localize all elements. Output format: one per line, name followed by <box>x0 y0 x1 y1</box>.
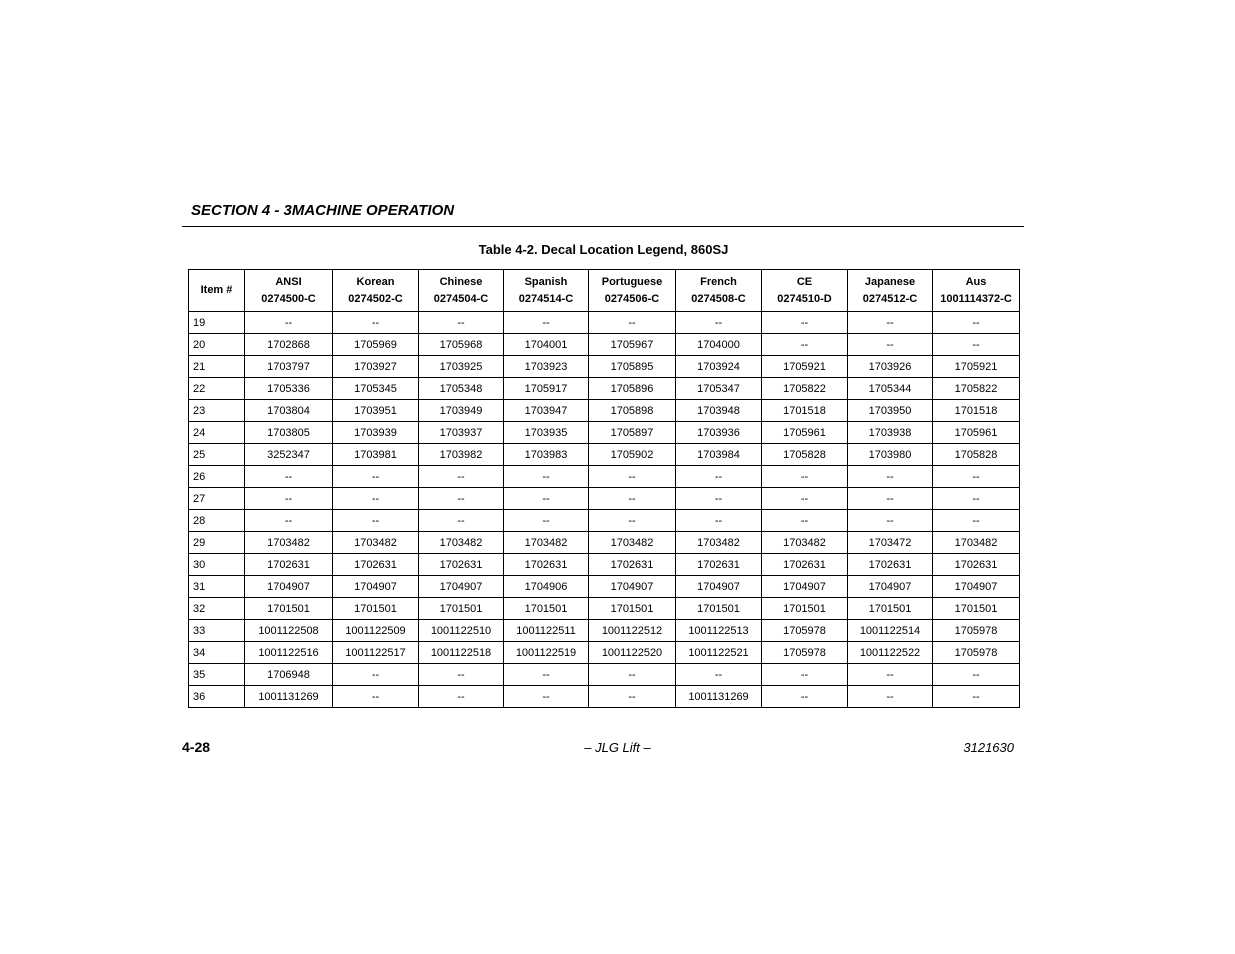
table-row <box>189 532 1020 554</box>
decal-part-cell: -- <box>333 686 419 708</box>
decal-part-cell: 1705898 <box>589 400 676 422</box>
table-row <box>189 510 1020 532</box>
column-header-name: Portuguese <box>601 275 663 288</box>
item-number-cell: 28 <box>189 510 245 532</box>
decal-part-cell: 1001131269 <box>245 686 333 708</box>
column-header-name: French <box>700 275 737 288</box>
table-row <box>189 686 1020 708</box>
item-number-cell: 25 <box>189 444 245 466</box>
decal-part-cell: 1702631 <box>333 554 419 576</box>
column-header-item <box>189 270 245 312</box>
table-row <box>189 664 1020 686</box>
item-number-cell: 36 <box>189 686 245 708</box>
decal-part-cell: 1704907 <box>848 576 933 598</box>
decal-part-cell: -- <box>333 488 419 510</box>
decal-part-cell: -- <box>762 488 848 510</box>
decal-part-cell: 1001122521 <box>676 642 762 664</box>
decal-part-cell: 1705967 <box>589 334 676 356</box>
decal-part-cell: 1001122520 <box>589 642 676 664</box>
decal-part-cell: 1703482 <box>762 532 848 554</box>
decal-part-cell: -- <box>589 488 676 510</box>
decal-part-cell: 1001122513 <box>676 620 762 642</box>
decal-part-cell: 1702631 <box>504 554 589 576</box>
decal-part-cell: -- <box>933 664 1020 686</box>
decal-part-cell: 1703482 <box>504 532 589 554</box>
decal-part-cell: 1703804 <box>245 400 333 422</box>
decal-part-cell: -- <box>676 488 762 510</box>
decal-part-cell: -- <box>933 312 1020 334</box>
decal-part-cell: 1705347 <box>676 378 762 400</box>
decal-part-cell: 1702631 <box>676 554 762 576</box>
decal-part-cell: 1001122508 <box>245 620 333 642</box>
decal-part-cell: 1703482 <box>933 532 1020 554</box>
decal-part-cell: 1704907 <box>933 576 1020 598</box>
decal-part-cell: -- <box>848 334 933 356</box>
decal-part-cell: 1701501 <box>848 598 933 620</box>
decal-part-cell: -- <box>589 466 676 488</box>
page-number: 4-28 <box>182 739 211 755</box>
column-header-part-number: 0274508-C <box>691 292 746 305</box>
decal-part-cell: 1703983 <box>504 444 589 466</box>
decal-part-cell: -- <box>848 664 933 686</box>
item-number-cell: 20 <box>189 334 245 356</box>
decal-part-cell: -- <box>419 466 504 488</box>
table-row <box>189 642 1020 664</box>
item-number-cell: 33 <box>189 620 245 642</box>
decal-part-cell: -- <box>848 466 933 488</box>
decal-part-cell: 1704907 <box>676 576 762 598</box>
decal-part-cell: -- <box>933 466 1020 488</box>
decal-part-cell: -- <box>245 312 333 334</box>
decal-part-cell: 1703948 <box>676 400 762 422</box>
decal-part-cell: -- <box>848 488 933 510</box>
decal-part-cell: 1703925 <box>419 356 504 378</box>
decal-part-cell: 1001122517 <box>333 642 419 664</box>
decal-part-cell: -- <box>504 312 589 334</box>
table-row <box>189 312 1020 334</box>
decal-part-cell: 1701501 <box>245 598 333 620</box>
decal-part-cell: -- <box>333 510 419 532</box>
decal-part-cell: -- <box>762 510 848 532</box>
decal-part-cell: 1706948 <box>245 664 333 686</box>
decal-part-cell: 1703950 <box>848 400 933 422</box>
decal-part-cell: -- <box>848 312 933 334</box>
table-row <box>189 378 1020 400</box>
item-number-cell: 27 <box>189 488 245 510</box>
column-header-ce <box>762 270 848 312</box>
decal-part-cell: 1705828 <box>933 444 1020 466</box>
decal-part-cell: -- <box>589 312 676 334</box>
decal-part-cell: 1703805 <box>245 422 333 444</box>
decal-part-cell: 1703981 <box>333 444 419 466</box>
decal-part-cell: 1701518 <box>933 400 1020 422</box>
column-header-korean <box>333 270 419 312</box>
decal-part-cell: 1703923 <box>504 356 589 378</box>
decal-part-cell: 1705978 <box>762 620 848 642</box>
decal-part-cell: -- <box>762 466 848 488</box>
decal-part-cell: -- <box>333 664 419 686</box>
decal-part-cell: 1703947 <box>504 400 589 422</box>
decal-part-cell: 1704000 <box>676 334 762 356</box>
column-header-name: CE <box>796 275 813 288</box>
item-number-cell: 32 <box>189 598 245 620</box>
decal-part-cell: 1705895 <box>589 356 676 378</box>
column-header-part-number: 0274502-C <box>348 292 403 305</box>
decal-part-cell: -- <box>504 466 589 488</box>
table-row <box>189 356 1020 378</box>
footer-publisher: – JLG Lift – <box>584 740 651 755</box>
decal-part-cell: 1703482 <box>333 532 419 554</box>
header-row <box>189 270 1020 312</box>
decal-part-cell: 1704907 <box>762 576 848 598</box>
decal-part-cell: 1703472 <box>848 532 933 554</box>
item-number-cell: 19 <box>189 312 245 334</box>
decal-part-cell: -- <box>848 686 933 708</box>
decal-part-cell: 1702631 <box>419 554 504 576</box>
decal-location-legend-table <box>188 269 1020 708</box>
decal-part-cell: 1704907 <box>333 576 419 598</box>
section-divider <box>182 226 1024 227</box>
table-row <box>189 488 1020 510</box>
document-number: 3121630 <box>963 740 1014 755</box>
decal-part-cell: 1703482 <box>676 532 762 554</box>
decal-part-cell: 1701501 <box>504 598 589 620</box>
decal-part-cell: -- <box>504 686 589 708</box>
table-body <box>189 312 1020 708</box>
decal-part-cell: 1701501 <box>589 598 676 620</box>
decal-part-cell: 1001122511 <box>504 620 589 642</box>
decal-part-cell: 1001122514 <box>848 620 933 642</box>
decal-part-cell: 1701501 <box>419 598 504 620</box>
decal-part-cell: 1705822 <box>762 378 848 400</box>
decal-part-cell: 1001122510 <box>419 620 504 642</box>
decal-part-cell: 1703984 <box>676 444 762 466</box>
column-header-part-number: 0274512-C <box>862 292 918 305</box>
column-header-name: ANSI <box>275 275 302 288</box>
column-header-part-number: 0274504-C <box>433 292 489 305</box>
decal-part-cell: -- <box>419 664 504 686</box>
table-row <box>189 598 1020 620</box>
column-header-name: Aus <box>965 275 987 288</box>
item-number-cell: 35 <box>189 664 245 686</box>
table-row <box>189 334 1020 356</box>
decal-part-cell: 1705344 <box>848 378 933 400</box>
decal-part-cell: 1705978 <box>933 642 1020 664</box>
decal-part-cell: -- <box>762 312 848 334</box>
decal-part-cell: 1702631 <box>848 554 933 576</box>
decal-part-cell: -- <box>589 664 676 686</box>
decal-part-cell: 1001122519 <box>504 642 589 664</box>
decal-part-cell: 1704906 <box>504 576 589 598</box>
decal-part-cell: 1001122509 <box>333 620 419 642</box>
decal-part-cell: -- <box>504 664 589 686</box>
decal-part-cell: -- <box>676 466 762 488</box>
decal-part-cell: -- <box>333 312 419 334</box>
decal-part-cell: 1703797 <box>245 356 333 378</box>
decal-part-cell: 1704001 <box>504 334 589 356</box>
decal-part-cell: 1704907 <box>589 576 676 598</box>
decal-part-cell: 1701501 <box>676 598 762 620</box>
decal-part-cell: 1705348 <box>419 378 504 400</box>
column-header-aus <box>933 270 1020 312</box>
decal-part-cell: 3252347 <box>245 444 333 466</box>
decal-part-cell: 1702631 <box>589 554 676 576</box>
decal-part-cell: 1702631 <box>933 554 1020 576</box>
decal-part-cell: 1701501 <box>933 598 1020 620</box>
column-header-part-number: 0274500-C <box>261 292 316 305</box>
table-row <box>189 576 1020 598</box>
decal-part-cell: -- <box>848 510 933 532</box>
decal-part-cell: -- <box>245 488 333 510</box>
decal-part-cell: -- <box>504 488 589 510</box>
decal-part-cell: -- <box>676 510 762 532</box>
column-header-name: Korean <box>356 275 395 288</box>
decal-part-cell: 1703939 <box>333 422 419 444</box>
table-header <box>189 270 1020 312</box>
item-number-cell: 21 <box>189 356 245 378</box>
decal-part-cell: 1705969 <box>333 334 419 356</box>
decal-part-cell: 1705336 <box>245 378 333 400</box>
item-number-cell: 29 <box>189 532 245 554</box>
decal-part-cell: 1703482 <box>419 532 504 554</box>
column-header-name: Spanish <box>524 275 568 288</box>
decal-part-cell: -- <box>589 686 676 708</box>
item-number-cell: 30 <box>189 554 245 576</box>
decal-part-cell: 1703482 <box>245 532 333 554</box>
decal-part-cell: 1703936 <box>676 422 762 444</box>
decal-part-cell: 1705828 <box>762 444 848 466</box>
decal-part-cell: 1702868 <box>245 334 333 356</box>
column-header-part-number: 0274514-C <box>518 292 574 305</box>
decal-part-cell: -- <box>589 510 676 532</box>
decal-part-cell: -- <box>933 334 1020 356</box>
decal-part-cell: -- <box>676 664 762 686</box>
item-number-cell: 24 <box>189 422 245 444</box>
decal-part-cell: 1701501 <box>333 598 419 620</box>
decal-part-cell: -- <box>419 686 504 708</box>
column-header-part-number: 1001114372-C <box>940 292 1012 305</box>
decal-part-cell: 1705978 <box>933 620 1020 642</box>
decal-part-cell: 1705917 <box>504 378 589 400</box>
decal-part-cell: 1705978 <box>762 642 848 664</box>
decal-part-cell: -- <box>762 334 848 356</box>
decal-part-cell: -- <box>933 686 1020 708</box>
column-header-part-number: 0274506-C <box>604 292 660 305</box>
decal-part-cell: 1705921 <box>762 356 848 378</box>
decal-part-cell: -- <box>333 466 419 488</box>
decal-part-cell: 1703980 <box>848 444 933 466</box>
decal-part-cell: 1001131269 <box>676 686 762 708</box>
decal-part-cell: 1701518 <box>762 400 848 422</box>
decal-part-cell: -- <box>762 664 848 686</box>
decal-part-cell: 1001122516 <box>245 642 333 664</box>
decal-part-cell: 1705921 <box>933 356 1020 378</box>
item-number-cell: 23 <box>189 400 245 422</box>
table-row <box>189 422 1020 444</box>
column-header-name: Chinese <box>439 275 483 288</box>
decal-part-cell: -- <box>245 466 333 488</box>
decal-part-cell: 1705897 <box>589 422 676 444</box>
decal-part-cell: 1703926 <box>848 356 933 378</box>
column-header-name: Japanese <box>864 275 916 288</box>
table-row <box>189 444 1020 466</box>
decal-part-cell: 1703982 <box>419 444 504 466</box>
decal-part-cell: 1703937 <box>419 422 504 444</box>
column-header-portuguese <box>589 270 676 312</box>
decal-part-cell: -- <box>419 510 504 532</box>
item-number-cell: 26 <box>189 466 245 488</box>
decal-part-cell: 1705345 <box>333 378 419 400</box>
section-title: SECTION 4 - 3MACHINE OPERATION <box>191 202 455 219</box>
decal-part-cell: -- <box>933 510 1020 532</box>
decal-part-cell: -- <box>676 312 762 334</box>
decal-part-cell: -- <box>419 312 504 334</box>
decal-part-cell: 1705968 <box>419 334 504 356</box>
decal-part-cell: 1702631 <box>245 554 333 576</box>
decal-part-cell: 1001122518 <box>419 642 504 664</box>
column-header-spanish <box>504 270 589 312</box>
column-header-name: Item # <box>200 284 233 296</box>
decal-part-cell: 1001122512 <box>589 620 676 642</box>
column-header-japanese <box>848 270 933 312</box>
decal-part-cell: 1705961 <box>933 422 1020 444</box>
decal-part-cell: 1701501 <box>762 598 848 620</box>
decal-part-cell: -- <box>419 488 504 510</box>
decal-part-cell: 1703924 <box>676 356 762 378</box>
decal-part-cell: 1703951 <box>333 400 419 422</box>
decal-part-cell: 1704907 <box>245 576 333 598</box>
column-header-french <box>676 270 762 312</box>
decal-part-cell: -- <box>504 510 589 532</box>
item-number-cell: 22 <box>189 378 245 400</box>
column-header-part-number: 0274510-D <box>777 292 832 305</box>
table-row <box>189 466 1020 488</box>
item-number-cell: 34 <box>189 642 245 664</box>
table-row <box>189 620 1020 642</box>
column-header-ansi <box>245 270 333 312</box>
decal-part-cell: 1705896 <box>589 378 676 400</box>
decal-part-cell: 1703938 <box>848 422 933 444</box>
column-header-chinese <box>419 270 504 312</box>
decal-part-cell: 1705961 <box>762 422 848 444</box>
item-number-cell: 31 <box>189 576 245 598</box>
decal-part-cell: 1703949 <box>419 400 504 422</box>
decal-part-cell: 1705902 <box>589 444 676 466</box>
decal-part-cell: 1703482 <box>589 532 676 554</box>
decal-part-cell: 1703927 <box>333 356 419 378</box>
decal-part-cell: 1702631 <box>762 554 848 576</box>
table-caption: Table 4-2. Decal Location Legend, 860SJ <box>478 242 729 257</box>
decal-part-cell: -- <box>245 510 333 532</box>
table-row <box>189 400 1020 422</box>
decal-part-cell: 1704907 <box>419 576 504 598</box>
decal-part-cell: -- <box>933 488 1020 510</box>
table-row <box>189 554 1020 576</box>
decal-part-cell: 1001122522 <box>848 642 933 664</box>
decal-part-cell: 1703935 <box>504 422 589 444</box>
decal-part-cell: -- <box>762 686 848 708</box>
decal-part-cell: 1705822 <box>933 378 1020 400</box>
